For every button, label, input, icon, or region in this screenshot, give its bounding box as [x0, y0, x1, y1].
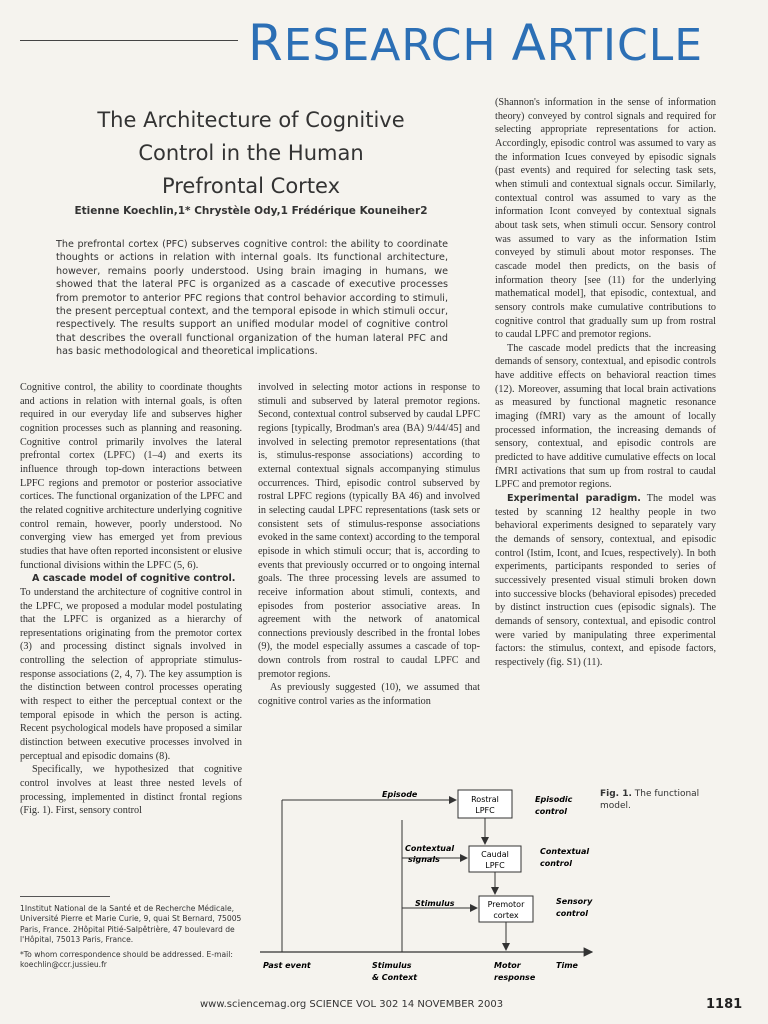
figure-caption — [600, 788, 725, 812]
footnotes — [20, 904, 242, 974]
contextual-control-label: control — [540, 859, 572, 868]
sensory-label: Sensory — [556, 897, 593, 906]
episode-label: Episode — [382, 790, 418, 799]
context-time-label: & Context — [372, 973, 418, 982]
response-label: response — [494, 973, 536, 982]
paragraph: The cascade model predicts that the increasing demands of sensory, contextual, and episodic controls have additive effects on behavioral reaction times (12). Moreover, assuming that local brain activations as measured by functional magnetic resonance imaging (fMRI) vary as the amount of locally processed information, the increasing demands of sensory, contextual, and episodic controls are predicted to have additive cumulative effects on local fMRI activations that sum up from rostral to caudal LPFC and premotor regions. — [495, 342, 716, 491]
contextual-signals-label: Contextual — [405, 844, 455, 853]
stimulus-label: Stimulus — [415, 899, 455, 908]
stimulus-time-label: Stimulus — [372, 961, 412, 970]
page-number: 1181 — [706, 997, 743, 1012]
caudal-label: Caudal — [481, 850, 509, 859]
rostral-lpfc-label: LPFC — [475, 806, 495, 815]
body-column-3 — [495, 96, 716, 670]
premotor-label: Premotor — [487, 900, 525, 909]
abstract: The prefrontal cortex (PFC) subserves cognitive control: the ability to coordinate thoughts or actions in relation with internal goals. Its functional architecture, however, remains poorly understood. Using brain imaging in humans, we showed that the lateral PFC is organized as a cascade of executive processes from premotor to anterior PFC regions that control behavior according to stimuli, the present perceptual context, and the temporal episode in which stimuli occur, respectively. The results support an unified modular model of cognitive control that describes the overall functional organization of the human lateral PFC and has basic methodological and theoretical implications. — [56, 239, 448, 358]
signals-label: signals — [408, 855, 440, 864]
premotor-cortex-label: cortex — [493, 911, 519, 920]
functional-model-diagram — [250, 780, 605, 990]
affiliations: 1Institut National de la Santé et de Recherche Médicale, Université Pierre et Marie Curie, 9, quai St Bernard, 75005 Paris, France. 2Hôpital Pitié-Salpêtrière, 47 boulevard de l'Hôpital, 75013 Paris, France. — [20, 904, 242, 945]
article-title: The Architecture of Cognitive Control in the Human Prefrontal Cortex — [97, 108, 405, 198]
body-column-1 — [20, 381, 242, 818]
paragraph: involved in selecting motor actions in response to stimuli and subserved by lateral premotor regions. Second, contextual control subserved by caudal LPFC regions [typically, Brodman's area (BA) 9/44/45] and involved in selecting premotor representations (that is, stimulus-response associations) according to external contextual signals accompanying stimulus occurrences. Third, episodic control subserved by rostral LPFC regions (typically BA 46) and involved in selecting caudal LPFC representations (task sets or consistent sets of stimulus-response associations evoked in the same context) according to the temporal episode in which stimuli occur; that is, according to events that previously occurred or to ongoing internal goals. The three processing levels are assumed to receive information about stimuli, contexts, and episodes from posterior associative areas. In agreement with the network of anatomical connections previously described in the frontal lobes (9), the model especially assumes a cascade of top-down controls from rostral to caudal LPFC and premotor regions. — [258, 382, 480, 680]
caudal-lpfc-label: LPFC — [485, 861, 505, 870]
section-heading: Experimental paradigm. — [507, 493, 641, 505]
paragraph: Cognitive control, the ability to coordinate thoughts and actions in relation with internal goals, is often required in our everyday life and subserves higher cognition processes such as planning and reasoning. Cognitive control primarily involves the lateral prefrontal cortex (LPFC) (1–4) and exerts its influence through top-down interactions between LPFC regions and premotor or posterior associative cortices. The functional organization of the LPFC and the related cognitive architecture underlying cognitive control remain, however, poorly understood. No converging view has emerged yet from previous studies that have often reported inconsistent or elusive functional divisions within the LPFC (5, 6). — [20, 382, 242, 571]
paragraph: (Shannon's information in the sense of information theory) conveyed by control signals and required for selecting appropriate representations for action. Accordingly, episodic control was assumed to vary as the information Icues conveyed by episodic signals (past events) and required for selecting task sets, when stimuli and contextual signals occur. Similarly, contextual control was assumed to vary as the information Icont conveyed by contextual signals about task sets, when stimuli occur. Sensory control was assumed to vary as the information Istim conveyed by stimuli about motor responses. The cascade model then predicts, on the basis of information theory [see (11) for the underlying mathematical model], that episodic, contextual, and sensory controls make cumulative contributions to cognitive control that gradually sum up from rostral to caudal LPFC and premotor regions. — [495, 97, 716, 341]
paragraph: To understand the architecture of cognitive control in the LPFC, we proposed a modular model postulating that the LPFC is organized as a hierarchy of representations originating from the premotor cortex (3) and processing distinct signals involved in controlling the selection of appropriate stimulus-response associations (2, 4, 7). The key assumption is the distinction between control processes operating with respect to either the perceptual context or the temporal episode in which the person is acting. Recent psychological models have proposed a similar distinction between executive processes involved in perceptual and episodic domains (8). — [20, 586, 242, 762]
correspondence: *To whom correspondence should be addressed. E-mail: koechlin@ccr.jussieu.fr — [20, 949, 233, 970]
figure-label: Fig. 1. — [600, 789, 632, 799]
paragraph: As previously suggested (10), we assumed that cognitive control varies as the information — [258, 682, 480, 708]
paragraph: Specifically, we hypothesized that cognitive control involves at least three nested levels of processing, implemented in distinct frontal regions (Fig. 1). First, sensory control — [20, 764, 242, 817]
motor-label: Motor — [494, 961, 521, 970]
section-heading: A cascade model of cognitive control. — [32, 573, 236, 585]
figure-caption-text: The functional model. — [600, 789, 700, 811]
body-column-2 — [258, 381, 480, 709]
past-event-label: Past event — [263, 961, 311, 970]
author-list: Etienne Koechlin,1* Chrystèle Ody,1 Frédérique Kouneiher2 — [74, 205, 428, 217]
page-footer — [0, 999, 768, 1019]
rostral-label: Rostral — [471, 795, 499, 804]
episodic-control-label: control — [535, 807, 567, 816]
contextual-label: Contextual — [540, 847, 590, 856]
paragraph: The model was tested by scanning 12 healthy people in two behavioral experiments designed to separately vary the demands of sensory, contextual, and episodic control (Istim, Icont, and Icues, respectively). In both experiments, participants responded to series of successively presented visual stimuli broken down into successive blocks (behavioral episodes) preceded by distinct instruction cues (episodic signals). The demands of sensory, contextual, and episodic control were varied by manipulating three experimental factors: the stimulus, context, and episode factors, respectively (fig. S1) (11). — [495, 493, 716, 668]
footnote-rule — [20, 896, 110, 897]
section-banner: RESEARCH ARTICLE — [248, 14, 704, 72]
header-rule — [20, 40, 238, 41]
episodic-label: Episodic — [535, 795, 573, 804]
sensory-control-label: control — [556, 909, 588, 918]
time-label: Time — [556, 961, 578, 970]
journal-info: www.sciencemag.org SCIENCE VOL 302 14 NOVEMBER 2003 — [200, 999, 504, 1010]
